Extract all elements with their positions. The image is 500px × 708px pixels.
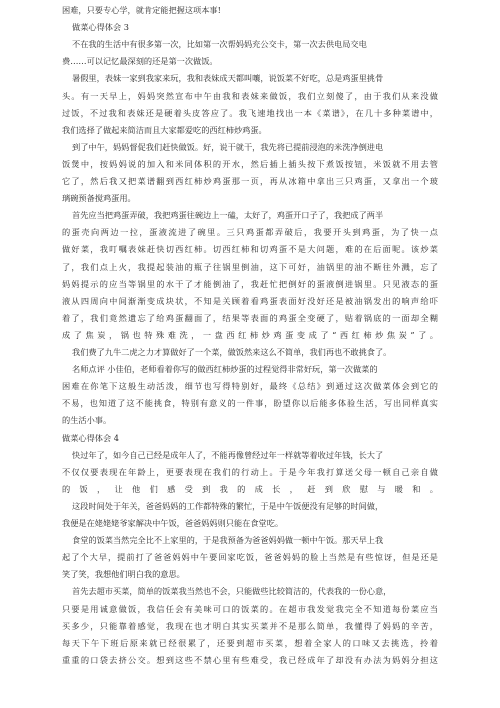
text-line: 买多少，只能靠着感觉，我现在也才明白其实买菜并不是那么简单，我懂得了妈妈的辛苦， [62, 620, 438, 631]
text-line: 首先应当把鸡蛋弄破，我把鸡蛋往碗边上一磕，太好了，鸡蛋开口子了，我把成了两半 [72, 210, 384, 221]
text-line: 不在我的生活中有很多第一次，比如第一次帮妈妈充公交卡，第一次去供电局交电 [72, 39, 367, 50]
text-line: 成了焦炭，锅也特殊难洗，一盘西红柿炒鸡蛋变成了“西红柿炒焦炭”了。 [62, 329, 438, 340]
text-line: 做菜心得体会 3 [72, 22, 129, 33]
text-line: 了，我们点上火，我提起装油的瓶子往锅里倒油，这下可好，油锅里的油不断往外溅，忘了 [62, 261, 438, 272]
text-line: 过饭，不过我和表妹还是硬着头皮答应了。我飞速地找出一本《菜谱》，在几十多种菜谱中， [62, 107, 438, 118]
text-line: 起了个大早，提前打了爸爸妈妈中午要回家吃饭，爸爸妈妈的脸上当然是有些惊讶，但是还是 [62, 552, 438, 563]
text-line: 到了中午，妈妈督促我们赶快做饭。好，说干就干，我先将已提前浸泡的米洗净倒进电 [72, 141, 384, 152]
text-line: 困难在你笔下这般生动活泼，细节也写得特别好，最终《总结》到通过这次做菜体会到它的 [62, 381, 438, 392]
text-line: 每天下午下班后原来就已经很累了，还要到超市买菜，想着全家人的口味又去挑选，拎着 [62, 637, 438, 648]
text-line: 饭煲中，按妈妈说的加入和米同体积的开水，然后插上插头按下煮饭按钮，米饭就不用去管 [62, 158, 438, 169]
text-line: 的生活小事。 [62, 415, 112, 426]
text-line: 我们费了九牛二虎之力才算做好了一个菜，做饭然来这么不简单，我们再也不敢挑食了。 [72, 347, 392, 357]
text-line: 这段时间处于年关，爸爸妈妈的工作都特殊的繁忙，于是中午饭便没有足够的时间做， [72, 500, 384, 511]
text-line: 食堂的饭菜当然完全比不上家里的，于是我预备为爸爸妈妈做一顿中午饭。那天早上我 [72, 535, 384, 546]
text-line: 重重的口袋去挤公交。想到这些不禁心里有些难受，我已经成年了却没有办法为妈妈分担这 [62, 654, 438, 665]
text-line: 首先去超市买菜，简单的饭菜我当然也不会，只能做些比较简洁的，代表我的一份心意， [72, 586, 392, 597]
text-line: 我便是在姥姥姥爷家解决中午饭，爸爸妈妈则只能在食堂吃。 [62, 518, 284, 528]
text-line: 不易，也知道了这不能挑食，特别有意义的一件事，盼望你以后能多体验生活，写出同样真实 [62, 398, 438, 409]
text-line: 只要是用诚意做饭，我信任会有美味可口的饭菜的。在超市我发觉我完全不知道每份菜应当 [62, 603, 438, 614]
text-line: 暑假里，表妹一家到我家来玩，我和表妹成天都叫嚷，说饭菜不好吃，总是鸡蛋里挑骨 [72, 73, 384, 84]
text-line: 我们选择了做起来简洁而且大家都爱吃的西红柿炒鸡蛋。 [62, 124, 267, 135]
text-line: 费……可以记忆最深刻的还是第一次做饭。 [62, 56, 218, 67]
text-line: 的饭，让他们感受到我的成长，赶到欣慰与暖和。 [62, 483, 438, 494]
text-line: 笑了笑，我想他们明白我的意思。 [62, 569, 185, 580]
text-line: 做菜心得体会 4 [62, 432, 119, 443]
text-line: 它了，然后我又把菜谱翻到西红柿炒鸡蛋那一页，再从冰箱中拿出三只鸡蛋，又拿出一个玻 [62, 176, 438, 186]
text-line: 液从四周向中间渐渐变成块状，不知是关顾着看鸡蛋表面好没好还是被油锅发出的响声给吓 [62, 295, 438, 306]
text-line: 做好菜，我叮嘱表妹赶快切西红柿。切西红柿和切鸡蛋不是大问题，难的在后面呢。该炒菜 [62, 244, 438, 255]
text-line: 不仅仅要表现在年龄上，更要表现在我们的行动上。于是今年我打算送父母一顿自己亲自做 [62, 466, 438, 477]
text-line: 快过年了，如今自己已经是成年人了，不能再像曾经过年一样就等着收过年钱，长大了 [72, 449, 384, 460]
text-line: 困难，只要专心学，就肯定能把握这项本事! [62, 5, 221, 15]
text-line: 妈妈提示的应当等锅里的水干了才能倒油了，我赶忙把倒好的蛋液倒进锅里。只见液态的蛋 [62, 278, 438, 289]
text-line: 的蛋壳向两边一拉，蛋液流进了碗里。三只鸡蛋都弄破后，我要开头到鸡蛋，为了快一点 [62, 227, 438, 238]
text-line: 着了，我们竟然遗忘了给鸡蛋翻面了，结果等表面的鸡蛋全变硬了，贴着锅底的一面却全糊 [62, 312, 438, 323]
text-line: 头。有一天早上，妈妈突然宣布中午由我和表妹来做饭，我们立刻傻了，由于我们从来没做 [62, 90, 438, 101]
text-line: 璃碗预备搅鸡蛋用。 [62, 193, 136, 204]
text-line: 名师点评 小佳伯，老师看着你写的做西红柿炒蛋的过程觉得非常好玩，第一次做菜的 [72, 364, 378, 375]
